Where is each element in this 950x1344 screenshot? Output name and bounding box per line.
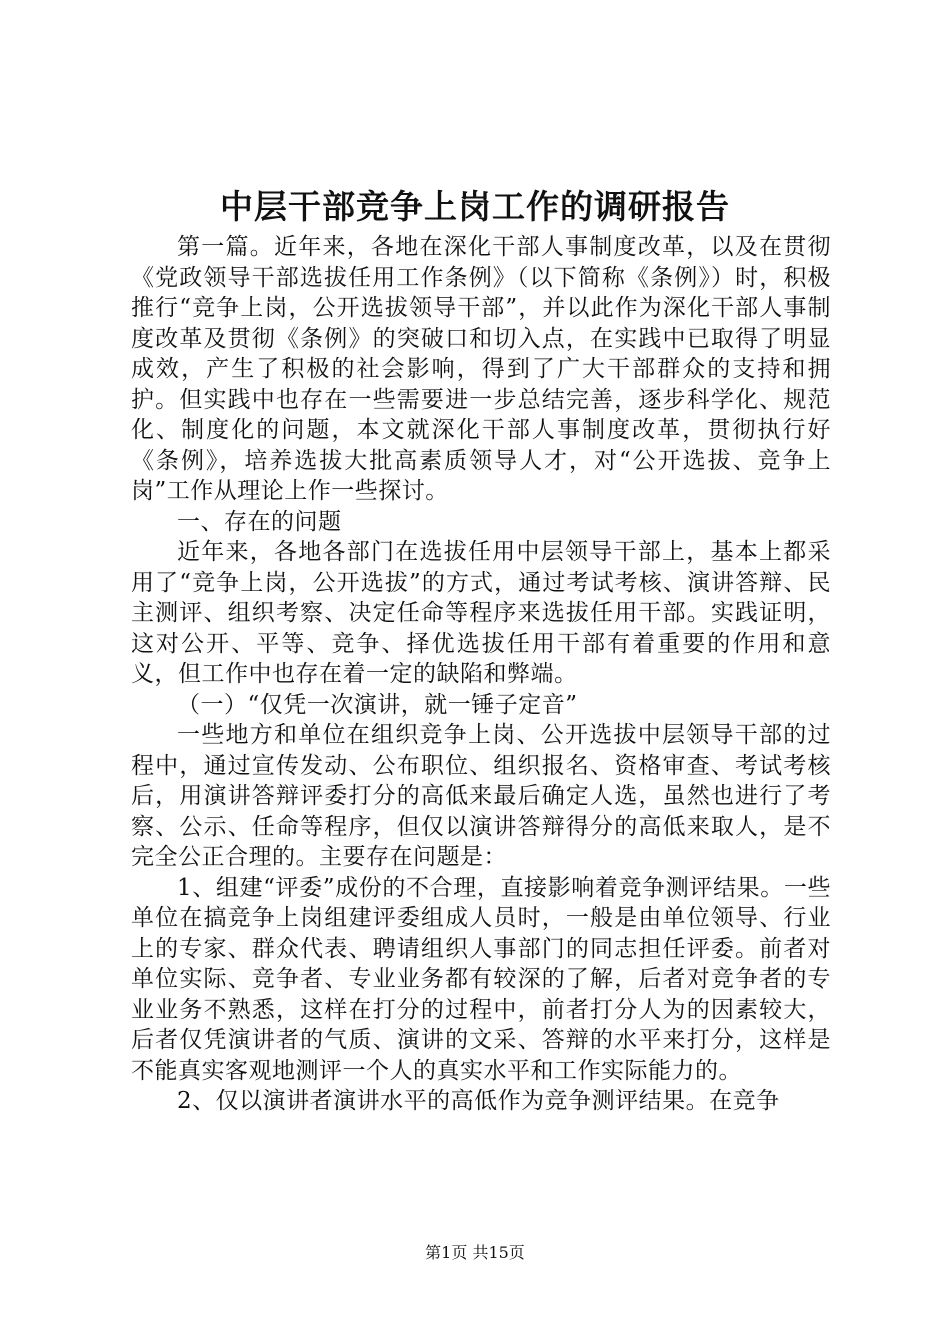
paragraph-problems: 近年来，各地各部门在选拔任用中层领导干部上，基本上都采用了“竞争上岗，公开选拔”的方式，通过考试考核、演讲答辩、民主测评、组织考察、决定任命等程序来选拔任用干部。实践证明，这对公开、平等、竞争、择优选拔任用干部有着重要的作用和意义，但工作中也存在着一定的缺陷和弊端。	[131, 539, 831, 687]
paragraph-point-1: 1、组建“评委”成份的不合理，直接影响着竞争测评结果。一些单位在搞竞争上岗组建评委组成人员时，一般是由单位领导、行业上的专家、群众代表、聘请组织人事部门的同志担任评委。前者对单位实际、竞争者、专业业务都有较深的了解，后者对竞争者的专业业务不熟悉，这样在打分的过程中，前者打分人为的因素较大，后者仅凭演讲者的气质、演讲的文采、答辩的水平来打分，这样是不能真实客观地测评一个人的真实水平和工作实际能力的。	[131, 874, 831, 1084]
document-title: 中层干部竞争上岗工作的调研报告	[220, 187, 730, 226]
section-heading-problems: 一、存在的问题	[177, 508, 342, 535]
paragraph-intro: 第一篇。近年来，各地在深化干部人事制度改革，以及在贯彻《党政领导干部选拔任用工作条例》（以下简称《条例》）时，积极推行“竞争上岗，公开选拔领导干部”，并以此作为深化干部人事制度改革及贯彻《条例》的突破口和切入点，在实践中已取得了明显成效，产生了积极的社会影响，得到了广大干部群众的支持和拥护。但实践中也存在一些需要进一步总结完善，逐步科学化、规范化、制度化的问题，本文就深化干部人事制度改革，贯彻执行好《条例》，培养选拔大批高素质领导人才，对“公开选拔、竞争上岗”工作从理论上作一些探讨。	[131, 234, 831, 504]
paragraph-speech: 一些地方和单位在组织竞争上岗、公开选拔中层领导干部的过程中，通过宣传发动、公布职位、组织报名、资格审查、考试考核后，用演讲答辩评委打分的高低来最后确定人选，虽然也进行了考察、公示、任命等程序，但仅以演讲答辩得分的高低来取人，是不完全公正合理的。主要存在问题是：	[131, 722, 831, 870]
paragraph-point-2: 2、仅以演讲者演讲水平的高低作为竞争测评结果。在竞争	[177, 1088, 780, 1114]
subsection-heading-speech: （一）“仅凭一次演讲，就一锤子定音”	[177, 691, 578, 718]
document-body	[131, 232, 831, 1117]
page-footer: 第1页 共15页	[425, 1243, 525, 1262]
